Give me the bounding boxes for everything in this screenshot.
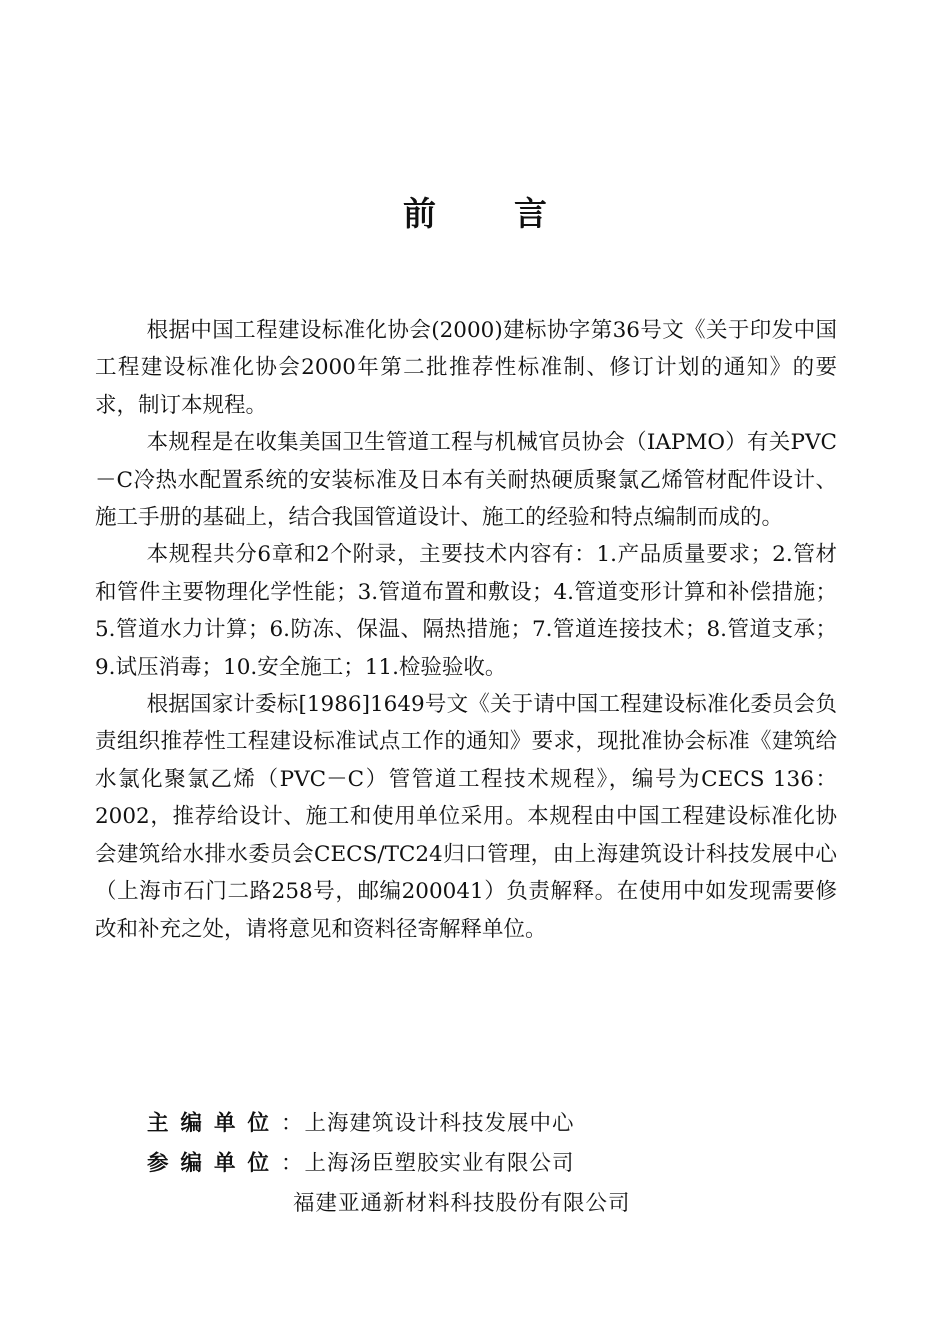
paragraph: 本规程共分6章和2个附录，主要技术内容有：1.产品质量要求；2.管材和管件主要物理化学性能；3.管道布置和敷设；4.管道变形计算和补偿措施；5.管道水力计算；6.防冻、保温、隔热措施；7.管道连接技术；8.管道支承；9.试压消毒；10.安全施工；11.检验验收。: [95, 542, 837, 680]
chief-editor-unit-row: [147, 1104, 847, 1144]
participating-unit-row: [147, 1144, 847, 1184]
chief-editor-label: 主编单位: [147, 1111, 282, 1136]
page-title: 前言: [403, 194, 625, 233]
paragraph: 根据中国工程建设标准化协会(2000)建标协字第36号文《关于印发中国工程建设标准化协会2000年第二批推荐性标准制、修订计划的通知》的要求，制订本规程。: [95, 318, 837, 418]
participating-label: 参编单位: [147, 1151, 282, 1176]
participating-unit: 福建亚通新材料科技股份有限公司: [293, 1191, 631, 1216]
paragraph: 根据国家计委标[1986]1649号文《关于请中国工程建设标准化委员会负责组织推荐性工程建设标准试点工作的通知》要求，现批准协会标准《建筑给水氯化聚氯乙烯（PVC－C）管管道工程技术规程》，编号为CECS 136：2002，推荐给设计、施工和使用单位采用。本规程由中国工程建设标准化协会建筑给水排水委员会CECS/TC24归口管理，由上海建筑设计科技发展中心（上海市石门二路258号，邮编200041）负责解释。在使用中如发现需要修改和补充之处，请将意见和资料径寄解释单位。: [95, 692, 837, 942]
body-text: [95, 312, 837, 948]
paragraph: 本规程是在收集美国卫生管道工程与机械官员协会（IAPMO）有关PVC－C冷热水配置系统的安装标准及日本有关耐热硬质聚氯乙烯管材配件设计、施工手册的基础上，结合我国管道设计、施工的经验和特点编制而成的。: [95, 430, 837, 531]
participating-unit: 上海汤臣塑胶实业有限公司: [304, 1151, 575, 1176]
label-colon: ：: [281, 1111, 303, 1136]
label-colon: ：: [281, 1151, 303, 1176]
chief-editor-unit: 上海建筑设计科技发展中心: [304, 1111, 575, 1136]
drafting-units: [147, 1104, 847, 1224]
participating-unit-row: [147, 1184, 847, 1224]
